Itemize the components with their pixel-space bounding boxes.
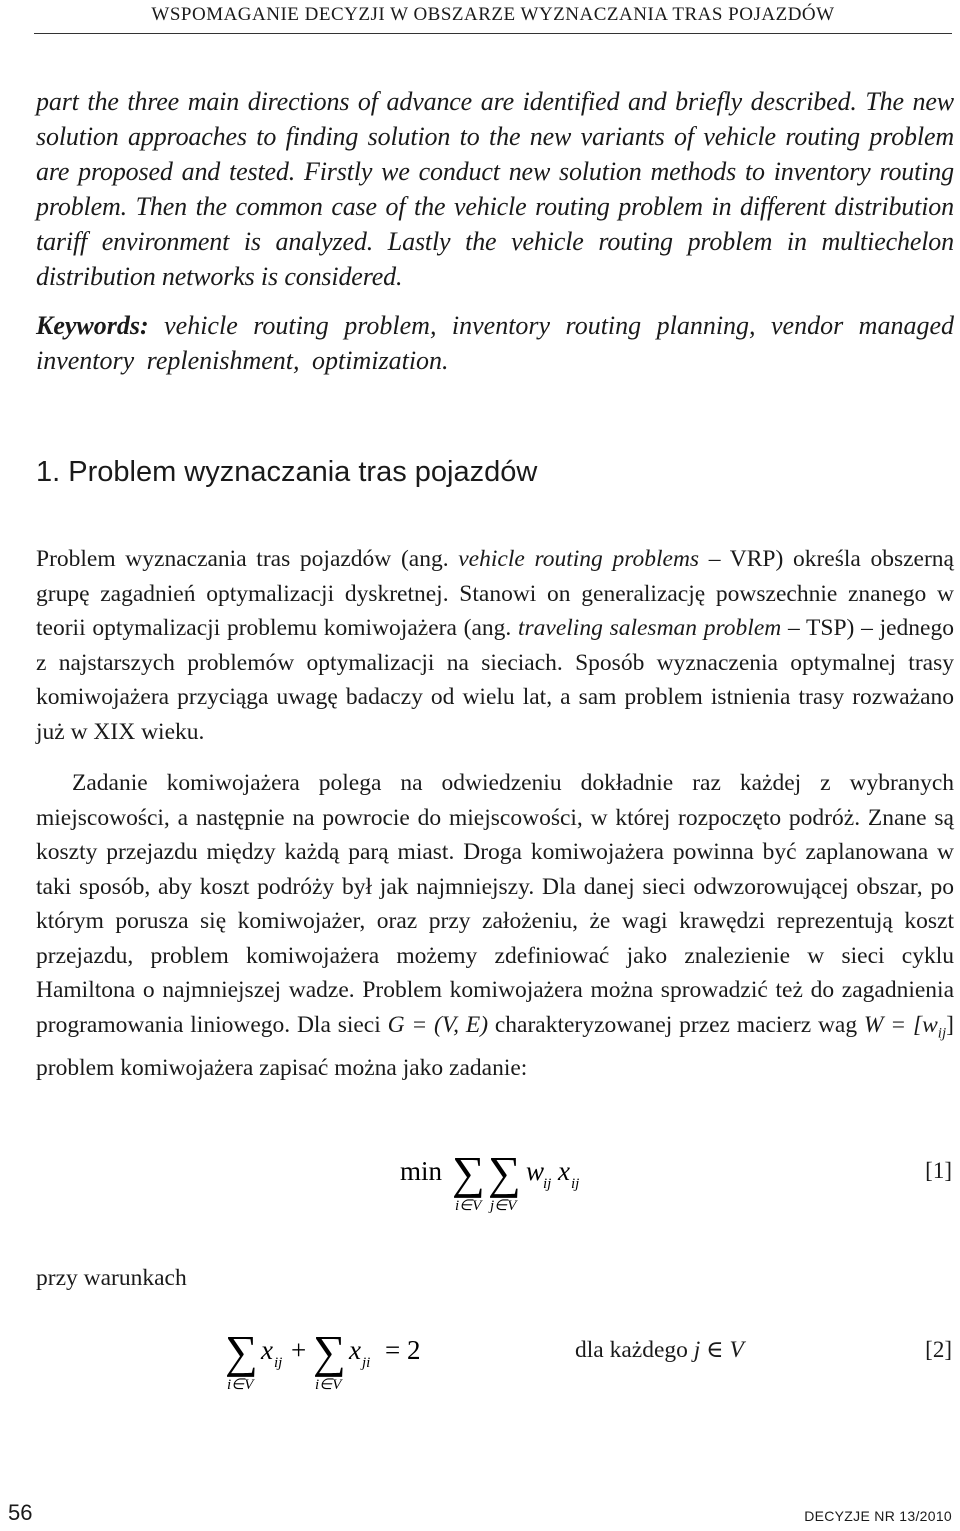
math-inline: G = (V, E) — [387, 1011, 489, 1038]
body-paragraph-1 — [36, 542, 954, 749]
math-subscript: ij — [937, 1025, 947, 1042]
equation-number-1: [1] — [925, 1158, 952, 1183]
text-run-italic: traveling salesman problem — [517, 615, 782, 641]
sum-symbol-icon: ∑ — [488, 1147, 521, 1198]
body-paragraph-2 — [36, 766, 954, 1085]
text-run: Zadanie komiwojażera polega na odwiedzeniu dokładnie raz każdej z wybranych miejscowości, a następnie na powrocie do miejscowości, w której rozpoczęto podróż. Znane są koszty przejazdu między każdą parą miast. Droga komiwojażera powinna być zaplanowana w taki sposób, aby koszt podróży był jak najmniejszy. Dla danej sieci odwzorowującej obszar, po którym porusza się komiwojażer, oraz przy założeniu, że wagi krawędzi reprezentują koszt przejazdu, problem komiwojażera możemy zdefiniować jako znalezienie w sieci cyklu Hamiltona o najmniejszej wadze. Problem komiwojażera można sprowadzić też do zagadnienia programowania liniowego. Dla sieci — [36, 770, 954, 1038]
text-run: ] problem komiwojażera zapisać można jako zadanie: — [36, 1011, 954, 1081]
text-run-italic: vehicle routing problems — [458, 546, 700, 572]
abstract-paragraph: part the three main directions of advance are identified and briefly described. The new solution approaches to finding solution to the new variants of vehicle routing problem are proposed and tested. Firstly we conduct new solution methods to inventory routing problem. Then the common case of the vehicle routing problem in different distribution tariff environment is analyzed. Lastly the vehicle routing problem in multiechelon distribution networks is considered. — [36, 87, 954, 291]
x2-var: x — [349, 1335, 361, 1365]
keywords-label: Keywords: — [36, 311, 149, 340]
page-number: 56 — [8, 1500, 33, 1525]
formula-2-condition — [575, 1335, 744, 1364]
keywords-text: vehicle routing problem, inventory routing planning, vendor managed inventory replenishment, optimization. — [36, 311, 954, 375]
sum2-index: j∈V — [490, 1198, 517, 1214]
equation-number-2: [2] — [925, 1337, 952, 1362]
keywords-paragraph — [36, 308, 954, 378]
condition-prefix: dla każdego — [575, 1337, 694, 1363]
math-inline: W = [w — [863, 1011, 938, 1038]
running-title: WSPOMAGANIE DECYZJI W OBSZARZE WYZNACZANIA TRAS POJAZDÓW — [151, 4, 835, 25]
sum-symbol-icon: ∑ — [225, 1326, 258, 1377]
formula-1-svg — [400, 1148, 600, 1218]
text-run: charakteryzowanej przez macierz wag — [488, 1011, 864, 1038]
section-title: 1. Problem wyznaczania tras pojazdów — [36, 456, 538, 488]
text-run: – VRP) określa obszerną grupę zagadnień optymalizacji dyskretnej. Stanowi on generalizację powszechnie znanego w teorii optymalizacji problemu komiwojażera (ang. — [36, 546, 954, 641]
weight-sub: ij — [543, 1176, 552, 1192]
plus-operator: + — [291, 1335, 307, 1365]
sum1-index: i∈V — [455, 1198, 482, 1214]
min-operator: min — [400, 1156, 443, 1186]
x1-var: x — [261, 1335, 273, 1365]
weight-var: w — [526, 1156, 545, 1186]
x-sub: ij — [571, 1176, 580, 1192]
x2-sub: ji — [362, 1355, 371, 1371]
text-run: Problem wyznaczania tras pojazdów (ang. — [36, 546, 459, 572]
sum1-index: i∈V — [227, 1377, 254, 1393]
condition-var: j ∈ V — [693, 1337, 744, 1363]
sum2-index: i∈V — [315, 1377, 342, 1393]
sum-symbol-icon: ∑ — [452, 1147, 485, 1198]
x1-sub: ij — [274, 1355, 283, 1371]
formula-2 — [225, 1325, 445, 1400]
rhs-value: = 2 — [385, 1335, 421, 1365]
text-run: – TSP) – jednego z najstarszych problemów optymalizacji na sieciach. Sposób wyznaczenia optymalnej trasy komiwojażera przyciąga uwagę badaczy od wielu lat, a sam problem istnienia trasy rozważano już w XIX wieku. — [36, 615, 954, 745]
journal-footer: DECYZJE NR 13/2010 — [804, 1508, 952, 1524]
formula-1 — [400, 1148, 600, 1223]
formula-2-svg — [225, 1325, 445, 1395]
running-header — [34, 0, 952, 34]
sum-symbol-icon: ∑ — [313, 1326, 346, 1377]
x-var: x — [558, 1156, 570, 1186]
conditions-label: przy warunkach — [36, 1265, 187, 1291]
